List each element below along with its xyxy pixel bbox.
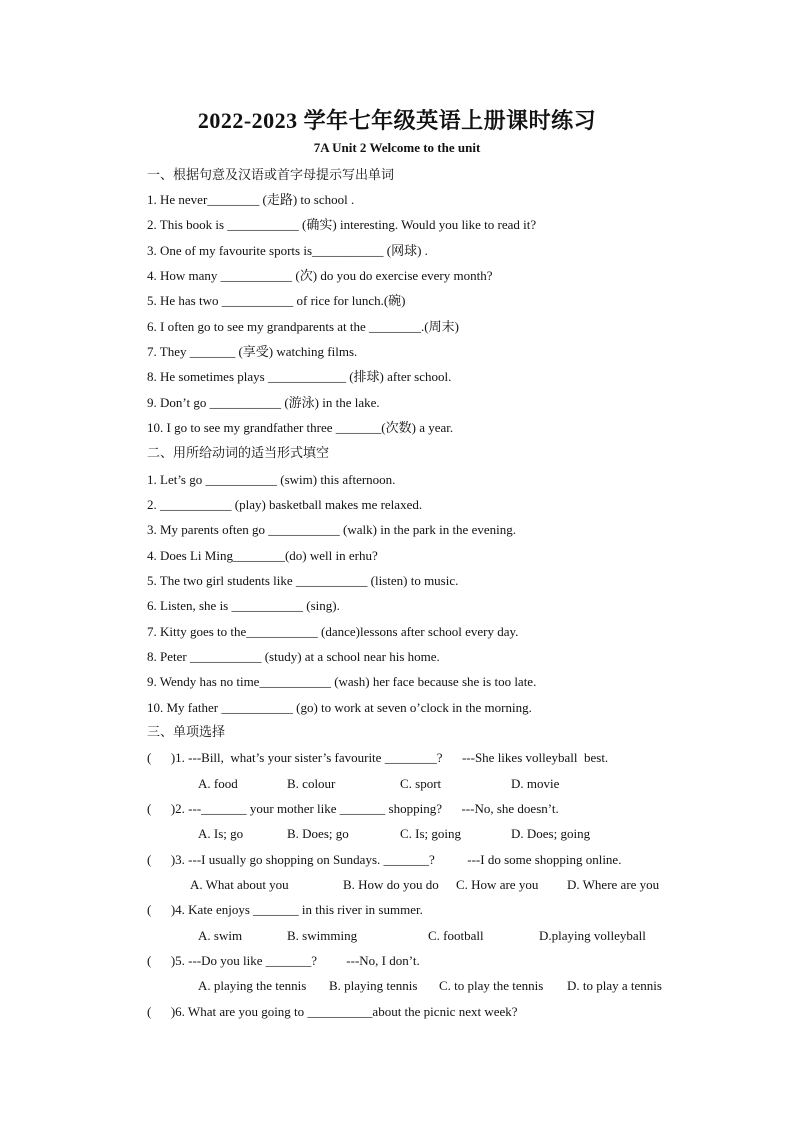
mc-question-5: ( )5. ---Do you like _______? ---No, I don’t. [147, 953, 420, 968]
mc4-option-c: C. football [428, 928, 484, 943]
s1-item-10: 10. I go to see my grandfather three _______(次数) a year. [147, 420, 454, 435]
page-title: 2022-2023 学年七年级英语上册课时练习 [197, 108, 597, 133]
s1-item-6: 6. I often go to see my grandparents at the ________.(周末) [147, 319, 459, 334]
s1-item-4: 4. How many ___________ (次) do you do exercise every month? [147, 268, 493, 283]
mc-question-1: ( )1. ---Bill, what’s your sister’s favourite ________? ---She likes volleyball best. [147, 750, 609, 765]
s1-item-1: 1. He never________ (走路) to school . [147, 192, 355, 207]
section3-heading: 三、单项选择 [147, 724, 226, 739]
page-subtitle: 7A Unit 2 Welcome to the unit [313, 140, 481, 155]
mc5-option-c: C. to play the tennis [439, 978, 544, 993]
s1-item-7: 7. They _______ (享受) watching films. [147, 344, 358, 359]
s2-item-1: 1. Let’s go ___________ (swim) this afternoon. [147, 472, 396, 487]
s1-item-9: 9. Don’t go ___________ (游泳) in the lake. [147, 395, 380, 410]
s2-item-4: 4. Does Li Ming________(do) well in erhu? [147, 548, 378, 563]
s2-item-9: 9. Wendy has no time___________ (wash) her face because she is too late. [147, 674, 537, 689]
s1-item-3: 3. One of my favourite sports is___________ (网球) . [147, 243, 428, 258]
s2-item-2: 2. ___________ (play) basketball makes me relaxed. [147, 497, 423, 512]
section1-heading: 一、根据句意及汉语或首字母提示写出单词 [147, 167, 395, 182]
mc1-option-b: B. colour [287, 776, 336, 791]
section2-heading: 二、用所给动词的适当形式填空 [147, 445, 330, 460]
s1-item-8: 8. He sometimes plays ____________ (排球) after school. [147, 369, 452, 384]
mc2-option-c: C. Is; going [400, 826, 462, 841]
s1-item-5: 5. He has two ___________ of rice for lunch.(碗) [147, 293, 406, 308]
mc5-option-b: B. playing tennis [329, 978, 418, 993]
mc-question-2: ( )2. ---_______ your mother like _______ shopping? ---No, she doesn’t. [147, 801, 559, 816]
mc3-option-b: B. How do you do [343, 877, 439, 892]
s1-item-2: 2. This book is ___________ (确实) interesting. Would you like to read it? [147, 217, 537, 232]
s2-item-5: 5. The two girl students like ___________ (listen) to music. [147, 573, 459, 588]
mc5-option-d: D. to play a tennis [567, 978, 662, 993]
mc2-option-a: A. Is; go [198, 826, 244, 841]
mc5-option-a: A. playing the tennis [198, 978, 307, 993]
mc1-option-d: D. movie [511, 776, 560, 791]
mc-question-4: ( )4. Kate enjoys _______ in this river in summer. [147, 902, 423, 917]
mc3-option-c: C. How are you [456, 877, 539, 892]
mc-question-3: ( )3. ---I usually go shopping on Sundays. _______? ---I do some shopping online. [147, 852, 622, 867]
mc4-option-b: B. swimming [287, 928, 358, 943]
mc1-option-a: A. food [198, 776, 238, 791]
mc3-option-a: A. What about you [190, 877, 289, 892]
mc4-option-d: D.playing volleyball [539, 928, 646, 943]
mc-question-6: ( )6. What are you going to __________about the picnic next week? [147, 1004, 518, 1019]
mc2-option-d: D. Does; going [511, 826, 591, 841]
mc1-option-c: C. sport [400, 776, 442, 791]
s2-item-6: 6. Listen, she is ___________ (sing). [147, 598, 340, 613]
mc2-option-b: B. Does; go [287, 826, 349, 841]
mc4-option-a: A. swim [198, 928, 243, 943]
s2-item-8: 8. Peter ___________ (study) at a school near his home. [147, 649, 440, 664]
s2-item-7: 7. Kitty goes to the___________ (dance)lessons after school every day. [147, 624, 519, 639]
mc3-option-d: D. Where are you [567, 877, 660, 892]
s2-item-10: 10. My father ___________ (go) to work at seven o’clock in the morning. [147, 700, 532, 715]
s2-item-3: 3. My parents often go ___________ (walk) in the park in the evening. [147, 522, 516, 537]
